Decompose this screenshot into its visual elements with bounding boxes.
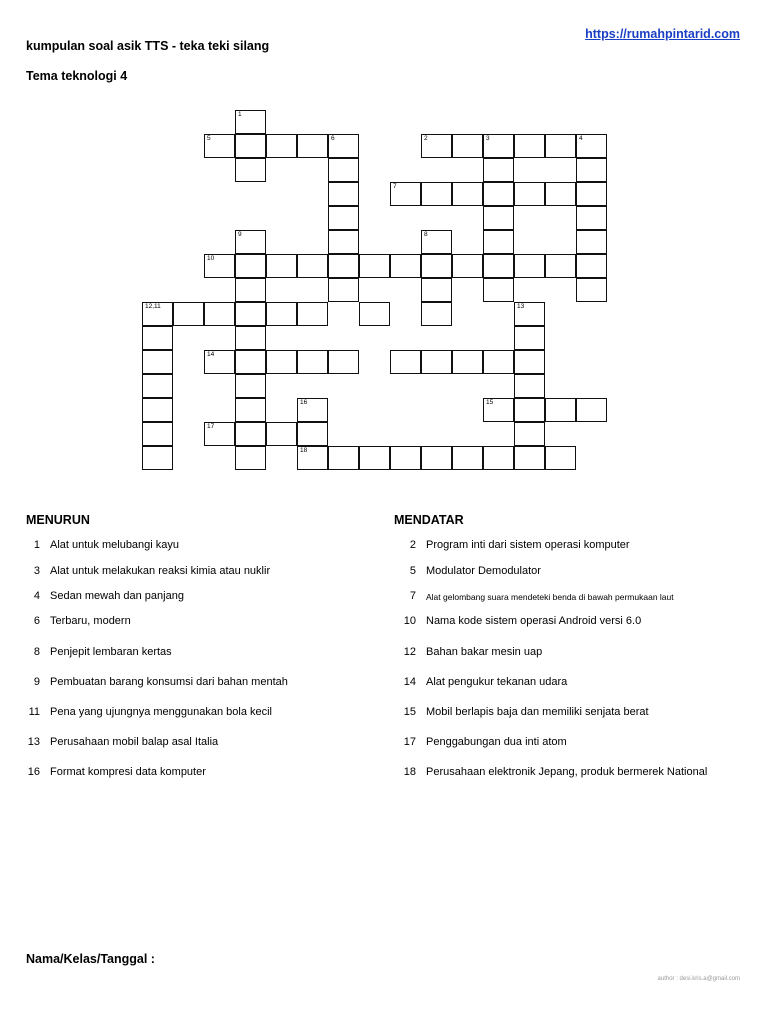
crossword-cell[interactable]	[359, 446, 390, 470]
crossword-cell[interactable]	[421, 134, 452, 158]
crossword-cell[interactable]	[390, 446, 421, 470]
crossword-cell[interactable]	[328, 278, 359, 302]
crossword-cell[interactable]	[452, 350, 483, 374]
crossword-cell[interactable]	[297, 398, 328, 422]
crossword-cell[interactable]	[483, 206, 514, 230]
crossword-cell[interactable]	[235, 302, 266, 326]
clue-number: 2	[409, 539, 416, 551]
crossword-cell[interactable]	[297, 350, 328, 374]
clue-number: 13	[27, 736, 40, 748]
crossword-cell[interactable]	[328, 206, 359, 230]
crossword-cell[interactable]	[483, 230, 514, 254]
crossword-cell[interactable]	[514, 302, 545, 326]
crossword-cell[interactable]	[142, 446, 173, 470]
cell-number: 4	[579, 135, 583, 142]
crossword-cell[interactable]	[514, 422, 545, 446]
crossword-cell[interactable]	[514, 398, 545, 422]
crossword-cell[interactable]	[576, 398, 607, 422]
cell-number: 7	[393, 183, 397, 190]
crossword-cell[interactable]	[483, 278, 514, 302]
cell-number: 10	[207, 255, 215, 262]
name-class-date-label: Nama/Kelas/Tanggal :	[26, 952, 155, 966]
down-clues-heading: MENURUN	[26, 513, 90, 527]
crossword-cell[interactable]	[235, 254, 266, 278]
crossword-cell[interactable]	[204, 422, 235, 446]
cell-number: 13	[517, 303, 525, 310]
crossword-cell[interactable]	[576, 230, 607, 254]
crossword-cell[interactable]	[452, 446, 483, 470]
crossword-cell[interactable]	[514, 374, 545, 398]
clue-text: Alat pengukur tekanan udara	[426, 676, 568, 688]
crossword-cell[interactable]	[297, 254, 328, 278]
clue-number: 1	[33, 539, 40, 551]
crossword-cell[interactable]	[266, 422, 297, 446]
crossword-cell[interactable]	[483, 446, 514, 470]
clue-number: 7	[409, 590, 416, 602]
cell-number: 3	[486, 135, 490, 142]
crossword-cell[interactable]	[328, 182, 359, 206]
crossword-cell[interactable]	[545, 254, 576, 278]
clue-text: Perusahaan mobil balap asal Italia	[50, 736, 219, 748]
crossword-cell[interactable]	[576, 182, 607, 206]
crossword-cell[interactable]	[204, 134, 235, 158]
crossword-cell[interactable]	[545, 182, 576, 206]
crossword-cell[interactable]	[328, 350, 359, 374]
crossword-cell[interactable]	[328, 230, 359, 254]
crossword-cell[interactable]	[576, 158, 607, 182]
crossword-cell[interactable]	[235, 230, 266, 254]
cell-number: 5	[207, 135, 211, 142]
clue-text: Alat untuk melubangi kayu	[50, 539, 180, 551]
crossword-cell[interactable]	[204, 254, 235, 278]
crossword-cell[interactable]	[235, 398, 266, 422]
cell-number: 1	[238, 111, 242, 118]
clue-text: Mobil berlapis baja dan memiliki senjata berat	[426, 706, 649, 718]
page-subtitle: Tema teknologi 4	[26, 69, 128, 83]
cell-number: 18	[300, 447, 308, 454]
crossword-cell[interactable]	[576, 254, 607, 278]
clue-number: 15	[403, 706, 416, 718]
clue-text: Modulator Demodulator	[426, 565, 541, 577]
cell-number: 9	[238, 231, 242, 238]
crossword-cell[interactable]	[266, 134, 297, 158]
clue-text: Pembuatan barang konsumsi dari bahan mentah	[50, 676, 288, 688]
crossword-cell[interactable]	[328, 134, 359, 158]
crossword-cell[interactable]	[359, 302, 390, 326]
crossword-cell[interactable]	[545, 398, 576, 422]
crossword-cell[interactable]	[421, 230, 452, 254]
crossword-cell[interactable]	[266, 350, 297, 374]
crossword-cell[interactable]	[235, 422, 266, 446]
crossword-cell[interactable]	[514, 350, 545, 374]
clue-text: Sedan mewah dan panjang	[50, 590, 184, 602]
crossword-cell[interactable]	[514, 326, 545, 350]
crossword-cell[interactable]	[235, 134, 266, 158]
clue-text: Penggabungan dua inti atom	[426, 736, 567, 748]
crossword-grid	[0, 0, 768, 480]
crossword-cell[interactable]	[266, 302, 297, 326]
crossword-cell[interactable]	[421, 182, 452, 206]
clue-number: 12	[403, 646, 416, 658]
clue-text: Alat gelombang suara mendeteki benda di bawah permukaan laut	[426, 592, 674, 602]
cell-number: 14	[207, 351, 215, 358]
clue-text: Format kompresi data komputer	[50, 766, 206, 778]
clue-text: Bahan bakar mesin uap	[426, 646, 543, 658]
clue-text: Nama kode sistem operasi Android versi 6.0	[426, 615, 642, 627]
crossword-cell[interactable]	[421, 302, 452, 326]
crossword-cell[interactable]	[142, 350, 173, 374]
crossword-cell[interactable]	[452, 254, 483, 278]
crossword-cell[interactable]	[483, 134, 514, 158]
crossword-cell[interactable]	[297, 422, 328, 446]
crossword-cell[interactable]	[452, 134, 483, 158]
clue-number: 3	[33, 565, 40, 577]
crossword-cell[interactable]	[390, 350, 421, 374]
cell-number: 17	[207, 423, 215, 430]
crossword-cell[interactable]	[576, 278, 607, 302]
crossword-cell[interactable]	[235, 158, 266, 182]
cell-number: 8	[424, 231, 428, 238]
across-clues-heading: MENDATAR	[394, 513, 464, 527]
site-link[interactable]: https://rumahpintarid.com	[585, 27, 740, 41]
cell-number: 16	[300, 399, 308, 406]
crossword-cell[interactable]	[576, 134, 607, 158]
clue-number: 16	[27, 766, 40, 778]
crossword-cell[interactable]	[483, 254, 514, 278]
crossword-cell[interactable]	[235, 374, 266, 398]
crossword-cell[interactable]	[576, 206, 607, 230]
crossword-cell[interactable]	[204, 350, 235, 374]
crossword-cell[interactable]	[514, 182, 545, 206]
cell-number: 2	[424, 135, 428, 142]
clue-number: 6	[33, 615, 40, 627]
clue-number: 14	[403, 676, 416, 688]
crossword-cell[interactable]	[235, 326, 266, 350]
clue-number: 5	[409, 565, 416, 577]
crossword-cell[interactable]	[421, 446, 452, 470]
crossword-cell[interactable]	[142, 374, 173, 398]
crossword-cell[interactable]	[204, 302, 235, 326]
crossword-cell[interactable]	[359, 254, 390, 278]
clue-text: Terbaru, modern	[50, 615, 131, 627]
crossword-cell[interactable]	[421, 350, 452, 374]
crossword-cell[interactable]	[452, 182, 483, 206]
clue-number: 17	[403, 736, 416, 748]
crossword-cell[interactable]	[328, 254, 359, 278]
crossword-cell[interactable]	[173, 302, 204, 326]
crossword-cell[interactable]	[235, 110, 266, 134]
crossword-cell[interactable]	[483, 350, 514, 374]
crossword-cell[interactable]	[235, 350, 266, 374]
clue-text: Pena yang ujungnya menggunakan bola kecil	[50, 706, 272, 718]
cell-number: 12,11	[145, 303, 161, 310]
clue-number: 9	[33, 676, 40, 688]
crossword-cell[interactable]	[483, 182, 514, 206]
crossword-cell[interactable]	[328, 446, 359, 470]
clue-number: 10	[403, 615, 416, 627]
crossword-cell[interactable]	[142, 326, 173, 350]
clue-number: 8	[33, 646, 40, 658]
clue-text: Penjepit lembaran kertas	[50, 646, 172, 658]
crossword-cell[interactable]	[142, 302, 173, 326]
crossword-cell[interactable]	[297, 134, 328, 158]
crossword-cell[interactable]	[514, 254, 545, 278]
crossword-cell[interactable]	[514, 134, 545, 158]
crossword-cell[interactable]	[328, 158, 359, 182]
crossword-cell[interactable]	[297, 302, 328, 326]
crossword-cell[interactable]	[266, 254, 297, 278]
crossword-cell[interactable]	[483, 158, 514, 182]
clue-number: 11	[28, 706, 40, 718]
crossword-cell[interactable]	[545, 446, 576, 470]
cell-number: 15	[486, 399, 494, 406]
crossword-cell[interactable]	[235, 446, 266, 470]
author-credit: author : desi.kris.a@gmail.com	[657, 976, 740, 982]
cell-number: 6	[331, 135, 335, 142]
crossword-cell[interactable]	[390, 254, 421, 278]
clue-text: Perusahaan elektronik Jepang, produk bermerek National	[426, 766, 708, 778]
crossword-cell[interactable]	[545, 134, 576, 158]
crossword-cell[interactable]	[142, 422, 173, 446]
crossword-cell[interactable]	[514, 446, 545, 470]
crossword-cell[interactable]	[142, 398, 173, 422]
crossword-cell[interactable]	[421, 254, 452, 278]
crossword-cell[interactable]	[235, 278, 266, 302]
crossword-cell[interactable]	[390, 182, 421, 206]
clue-number: 4	[33, 590, 40, 602]
clue-text: Program inti dari sistem operasi komputer	[426, 539, 630, 551]
page-title: kumpulan soal asik TTS - teka teki silang	[26, 39, 270, 53]
crossword-cell[interactable]	[483, 398, 514, 422]
crossword-cell[interactable]	[297, 446, 328, 470]
crossword-cell[interactable]	[421, 278, 452, 302]
clue-text: Alat untuk melakukan reaksi kimia atau nuklir	[50, 565, 271, 577]
clue-number: 18	[403, 766, 416, 778]
